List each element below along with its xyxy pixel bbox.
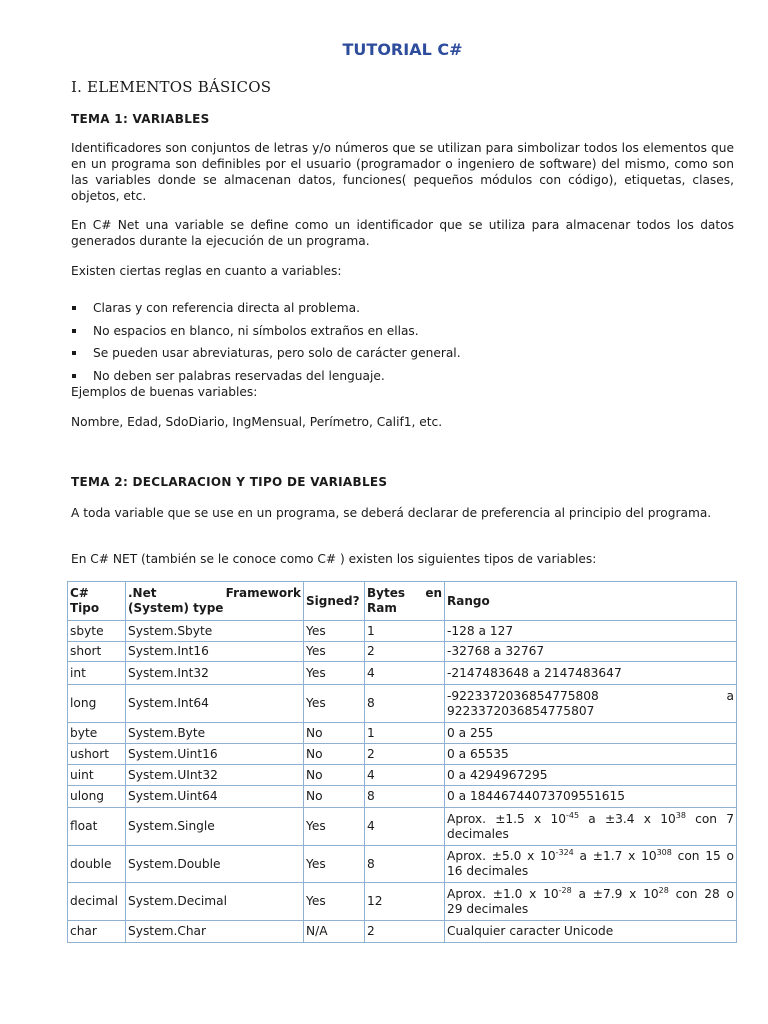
- table-cell: sbyte: [68, 621, 126, 642]
- tema1-paragraph-3: Existen ciertas reglas en cuanto a variables:: [71, 264, 342, 278]
- table-cell: No: [304, 786, 365, 808]
- table-cell: 0 a 18446744073709551615: [445, 786, 737, 808]
- table-cell: Yes: [304, 621, 365, 642]
- table-cell: 8: [365, 685, 445, 723]
- table-cell: 2: [365, 744, 445, 765]
- table-cell: char: [68, 921, 126, 943]
- table-row: [68, 921, 737, 943]
- table-cell: 4: [365, 765, 445, 786]
- table-cell: 12: [365, 883, 445, 921]
- table-row: [68, 662, 737, 685]
- table-cell: decimal: [68, 883, 126, 921]
- tema1-paragraph-2: En C# Net una variable se define como un identificador que se utiliza para almacenar todos los datos generados durante la ejecución de un programa.: [71, 218, 734, 248]
- table-cell: 4: [365, 808, 445, 846]
- table-cell: 0 a 255: [445, 723, 737, 744]
- table-cell: double: [68, 846, 126, 883]
- table-cell: Yes: [304, 808, 365, 846]
- table-cell: Aprox. ±5.0 x $10^{-324}$ a ±1.7 x $10^{308}$ con 15 o 16 decimales: [445, 846, 737, 883]
- table-row: [68, 786, 737, 808]
- table-cell: N/A: [304, 921, 365, 943]
- examples-text: Nombre, Edad, SdoDiario, IngMensual, Perímetro, Calif1, etc.: [71, 415, 443, 429]
- header-tipo: C# Tipo: [68, 582, 126, 621]
- header-bytes: Bytes en Ram: [365, 582, 445, 621]
- table-cell: Yes: [304, 685, 365, 723]
- table-cell: 4: [365, 662, 445, 685]
- table-cell: System.Sbyte: [126, 621, 304, 642]
- table-cell: Aprox. ±1.0 x $10^{-28}$ a ±7.9 x $10^{28}$ con 28 o 29 decimales: [445, 883, 737, 921]
- tema1-paragraph-1: Identificadores son conjuntos de letras y/o números que se utilizan para simbolizar todos los elementos que en un programa son definibles por el usuario (programador o ingeniero de software) del mismo, como son las variables donde se almacenan datos, funciones( pequeños módulos con código), etiquetas, clases, objetos, etc.: [71, 141, 734, 203]
- header-net: .Net Framework (System) type: [126, 582, 304, 621]
- table-cell: Yes: [304, 883, 365, 921]
- table-header-row: [68, 582, 737, 621]
- tema2-paragraph-1: A toda variable que se use en un programa, se deberá declarar de preferencia al principio del programa.: [71, 506, 712, 520]
- table-cell: uint: [68, 765, 126, 786]
- table-cell: System.Int64: [126, 685, 304, 723]
- table-cell: Aprox. ±1.5 x $10^{-45}$ a ±3.4 x $10^{38}$ con 7 decimales: [445, 808, 737, 846]
- table-row: [68, 765, 737, 786]
- table-cell: No: [304, 765, 365, 786]
- header-rango: Rango: [445, 582, 737, 621]
- table-cell: System.Int32: [126, 662, 304, 685]
- table-cell: System.UInt32: [126, 765, 304, 786]
- table-cell: -9223372036854775808 a 9223372036854775807: [445, 685, 737, 723]
- table-cell: System.Single: [126, 808, 304, 846]
- table-cell: -2147483648 a 2147483647: [445, 662, 737, 685]
- page-title: TUTORIAL C#: [342, 40, 463, 59]
- variable-types-table: [67, 581, 737, 943]
- table-cell: 1: [365, 621, 445, 642]
- tema2-heading: TEMA 2: DECLARACION Y TIPO DE VARIABLES: [71, 475, 388, 489]
- table-cell: short: [68, 642, 126, 662]
- bullet-icon: [72, 306, 76, 310]
- table-cell: Yes: [304, 642, 365, 662]
- table-cell: System.Uint64: [126, 786, 304, 808]
- list-item: No espacios en blanco, ni símbolos extraños en ellas.: [71, 323, 461, 346]
- table-cell: ulong: [68, 786, 126, 808]
- table-cell: 0 a 65535: [445, 744, 737, 765]
- table-row: [68, 808, 737, 846]
- table-cell: -32768 a 32767: [445, 642, 737, 662]
- table-row: [68, 685, 737, 723]
- table-cell: No: [304, 744, 365, 765]
- table-row: [68, 723, 737, 744]
- table-cell: 0 a 4294967295: [445, 765, 737, 786]
- table-row: [68, 621, 737, 642]
- table-cell: byte: [68, 723, 126, 744]
- table-cell: System.Int16: [126, 642, 304, 662]
- bullet-icon: [72, 329, 76, 333]
- table-cell: Yes: [304, 662, 365, 685]
- table-row: [68, 642, 737, 662]
- table-row: [68, 846, 737, 883]
- table-row: [68, 744, 737, 765]
- table-cell: No: [304, 723, 365, 744]
- examples-label: Ejemplos de buenas variables:: [71, 385, 258, 399]
- section-heading: I. ELEMENTOS BÁSICOS: [71, 78, 272, 96]
- header-signed: Signed?: [304, 582, 365, 621]
- table-cell: float: [68, 808, 126, 846]
- table-cell: 1: [365, 723, 445, 744]
- bullet-icon: [72, 351, 76, 355]
- tema2-paragraph-2: En C# NET (también se le conoce como C# ) existen los siguientes tipos de variables:: [71, 552, 597, 566]
- rules-list: [71, 300, 461, 390]
- list-item: Claras y con referencia directa al problema.: [71, 300, 461, 323]
- table-cell: System.Uint16: [126, 744, 304, 765]
- table-cell: Yes: [304, 846, 365, 883]
- bullet-icon: [72, 374, 76, 378]
- table-cell: System.Char: [126, 921, 304, 943]
- table-cell: 8: [365, 846, 445, 883]
- table-cell: ushort: [68, 744, 126, 765]
- table-cell: int: [68, 662, 126, 685]
- table-cell: System.Byte: [126, 723, 304, 744]
- table-cell: 8: [365, 786, 445, 808]
- table-cell: 2: [365, 642, 445, 662]
- list-item: No deben ser palabras reservadas del lenguaje.: [71, 368, 461, 391]
- tema1-heading: TEMA 1: VARIABLES: [71, 112, 210, 126]
- table-row: [68, 883, 737, 921]
- table-cell: Cualquier caracter Unicode: [445, 921, 737, 943]
- list-item: Se pueden usar abreviaturas, pero solo de carácter general.: [71, 345, 461, 368]
- table-cell: System.Double: [126, 846, 304, 883]
- table-cell: long: [68, 685, 126, 723]
- table-cell: 2: [365, 921, 445, 943]
- table-cell: -128 a 127: [445, 621, 737, 642]
- table-cell: System.Decimal: [126, 883, 304, 921]
